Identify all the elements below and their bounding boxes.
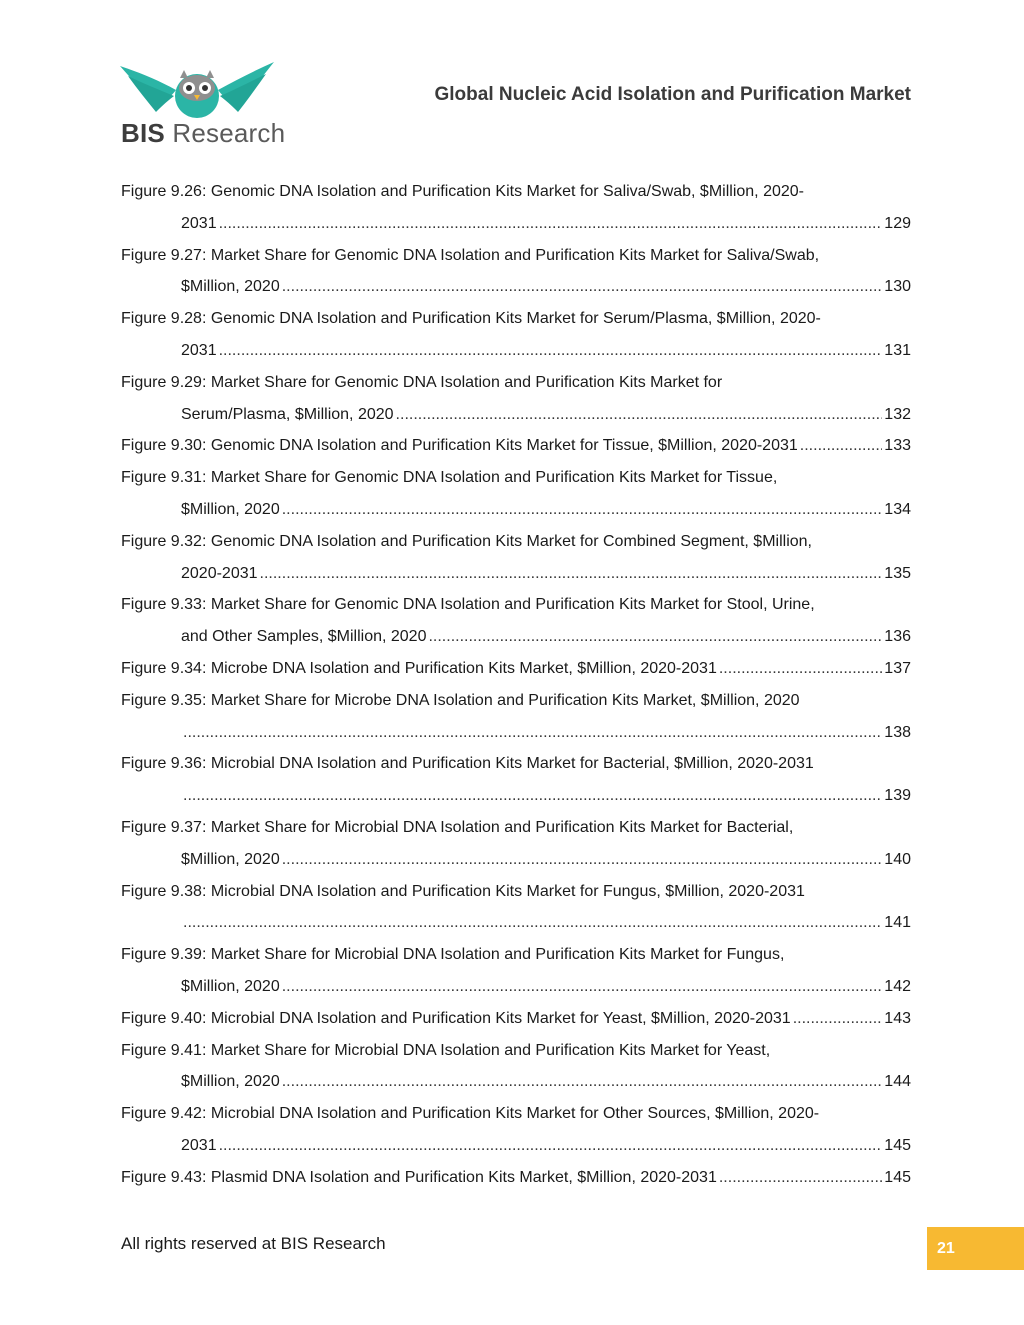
toc-entry-title: Figure 9.35: Market Share for Microbe DNA Isolation and Purification Kits Market, $Million, 2020 <box>121 691 800 709</box>
toc-entry[interactable] <box>121 1098 911 1162</box>
toc-leader-dots <box>800 430 883 462</box>
toc-leader-dots <box>428 621 882 653</box>
toc-entry-title: Figure 9.37: Market Share for Microbial DNA Isolation and Purification Kits Market for Bacterial, <box>121 818 794 836</box>
toc-page-number: 137 <box>884 659 911 677</box>
toc-leader-dots <box>282 494 883 526</box>
document-title: Global Nucleic Acid Isolation and Purification Market <box>434 84 911 105</box>
footer-rights: All rights reserved at BIS Research <box>121 1234 386 1253</box>
toc-page-number: 131 <box>884 341 911 359</box>
toc-page-number: 140 <box>884 850 911 868</box>
toc-leader-dots <box>793 1003 883 1035</box>
toc-entry[interactable] <box>121 367 911 431</box>
toc-entry-title-continued: Serum/Plasma, $Million, 2020 <box>181 405 394 423</box>
toc-leader-dots <box>260 558 883 590</box>
toc-entry[interactable] <box>121 1035 911 1099</box>
toc-entry[interactable] <box>121 939 911 1003</box>
toc-entry-title: Figure 9.29: Market Share for Genomic DNA Isolation and Purification Kits Market for <box>121 373 723 391</box>
toc-entry[interactable] <box>121 748 911 812</box>
toc-entry-title: Figure 9.32: Genomic DNA Isolation and Purification Kits Market for Combined Segment, $Million, <box>121 532 812 550</box>
toc-page-number: 132 <box>884 405 911 423</box>
toc-entry-title-continued: $Million, 2020 <box>181 850 280 868</box>
toc-entry[interactable] <box>121 526 911 590</box>
toc-entry[interactable] <box>121 240 911 304</box>
toc-entry[interactable] <box>121 685 911 749</box>
toc-entry-title: Figure 9.41: Market Share for Microbial DNA Isolation and Purification Kits Market for Yeast, <box>121 1041 771 1059</box>
toc-entry[interactable] <box>121 430 911 462</box>
toc-page-number: 133 <box>884 437 911 455</box>
toc-entry[interactable] <box>121 876 911 940</box>
toc-page-number: 136 <box>884 628 911 646</box>
toc-page-number: 129 <box>884 214 911 232</box>
toc-entry[interactable] <box>121 589 911 653</box>
toc-entry-title: Figure 9.39: Market Share for Microbial DNA Isolation and Purification Kits Market for Fungus, <box>121 946 785 964</box>
toc-entry-title-continued: and Other Samples, $Million, 2020 <box>181 628 427 646</box>
toc-leader-dots <box>719 653 882 685</box>
toc-leader-dots <box>282 1066 883 1098</box>
toc-entry-title-continued: 2020-2031 <box>181 564 258 582</box>
toc-entry[interactable] <box>121 1003 911 1035</box>
toc-entry-title: Figure 9.40: Microbial DNA Isolation and Purification Kits Market for Yeast, $Million, 2020-2031 <box>121 1009 791 1027</box>
toc-leader-dots <box>282 844 883 876</box>
table-of-figures <box>121 176 911 1194</box>
toc-page-number: 135 <box>884 564 911 582</box>
toc-leader-dots <box>183 717 882 749</box>
brand-wordmark <box>121 118 285 149</box>
toc-leader-dots <box>282 271 883 303</box>
toc-leader-dots <box>396 399 883 431</box>
toc-entry-title-continued: 2031 <box>181 214 217 232</box>
page-number: 21 <box>937 1239 955 1257</box>
toc-page-number: 143 <box>884 1009 911 1027</box>
toc-leader-dots <box>183 907 882 939</box>
toc-entry-title-continued: $Million, 2020 <box>181 500 280 518</box>
toc-entry[interactable] <box>121 812 911 876</box>
brand-bold: BIS <box>121 118 165 148</box>
toc-entry-title: Figure 9.26: Genomic DNA Isolation and Purification Kits Market for Saliva/Swab, $Million, 2020- <box>121 183 804 200</box>
toc-leader-dots <box>219 208 883 240</box>
toc-entry-title-continued: $Million, 2020 <box>181 977 280 995</box>
toc-leader-dots <box>183 780 882 812</box>
toc-page-number: 145 <box>884 1136 911 1154</box>
toc-leader-dots <box>282 971 883 1003</box>
toc-entry-title: Figure 9.36: Microbial DNA Isolation and Purification Kits Market for Bacterial, $Million, 2020-2031 <box>121 755 814 773</box>
toc-entry[interactable] <box>121 176 911 240</box>
toc-entry-title: Figure 9.30: Genomic DNA Isolation and Purification Kits Market for Tissue, $Million, 2020-2031 <box>121 437 798 455</box>
toc-leader-dots <box>719 1162 882 1194</box>
toc-entry-title: Figure 9.43: Plasmid DNA Isolation and Purification Kits Market, $Million, 2020-2031 <box>121 1168 717 1186</box>
toc-page-number: 142 <box>884 977 911 995</box>
toc-leader-dots <box>219 1130 883 1162</box>
toc-page-number: 145 <box>884 1168 911 1186</box>
brand-regular: Research <box>164 118 286 148</box>
toc-entry-title: Figure 9.38: Microbial DNA Isolation and Purification Kits Market for Fungus, $Million, 2020-2031 <box>121 882 805 900</box>
toc-entry-title: Figure 9.33: Market Share for Genomic DNA Isolation and Purification Kits Market for Stool, Urine, <box>121 596 815 614</box>
toc-entry[interactable] <box>121 303 911 367</box>
toc-entry-title-continued: 2031 <box>181 1136 217 1154</box>
toc-entry-title: Figure 9.27: Market Share for Genomic DNA Isolation and Purification Kits Market for Saliva/Swab, <box>121 246 820 264</box>
toc-entry-title: Figure 9.34: Microbe DNA Isolation and Purification Kits Market, $Million, 2020-2031 <box>121 659 717 677</box>
toc-entry-title: Figure 9.31: Market Share for Genomic DNA Isolation and Purification Kits Market for Tissue, <box>121 469 778 487</box>
toc-entry-title-continued: 2031 <box>181 341 217 359</box>
toc-page-number: 144 <box>884 1073 911 1091</box>
toc-entry-title: Figure 9.42: Microbial DNA Isolation and Purification Kits Market for Other Sources, $Million, 2020- <box>121 1105 820 1123</box>
toc-page-number: 139 <box>884 787 911 805</box>
toc-entry-title-continued: $Million, 2020 <box>181 278 280 296</box>
toc-entry[interactable] <box>121 1162 911 1194</box>
toc-page-number: 134 <box>884 500 911 518</box>
toc-page-number: 141 <box>884 914 911 932</box>
toc-entry[interactable] <box>121 653 911 685</box>
toc-page-number: 138 <box>884 723 911 741</box>
toc-entry-title: Figure 9.28: Genomic DNA Isolation and Purification Kits Market for Serum/Plasma, $Million, 2020- <box>121 310 821 328</box>
toc-page-number: 130 <box>884 278 911 296</box>
toc-entry[interactable] <box>121 462 911 526</box>
toc-entry-title-continued: $Million, 2020 <box>181 1073 280 1091</box>
toc-leader-dots <box>219 335 883 367</box>
page-number-badge <box>927 1227 1024 1270</box>
